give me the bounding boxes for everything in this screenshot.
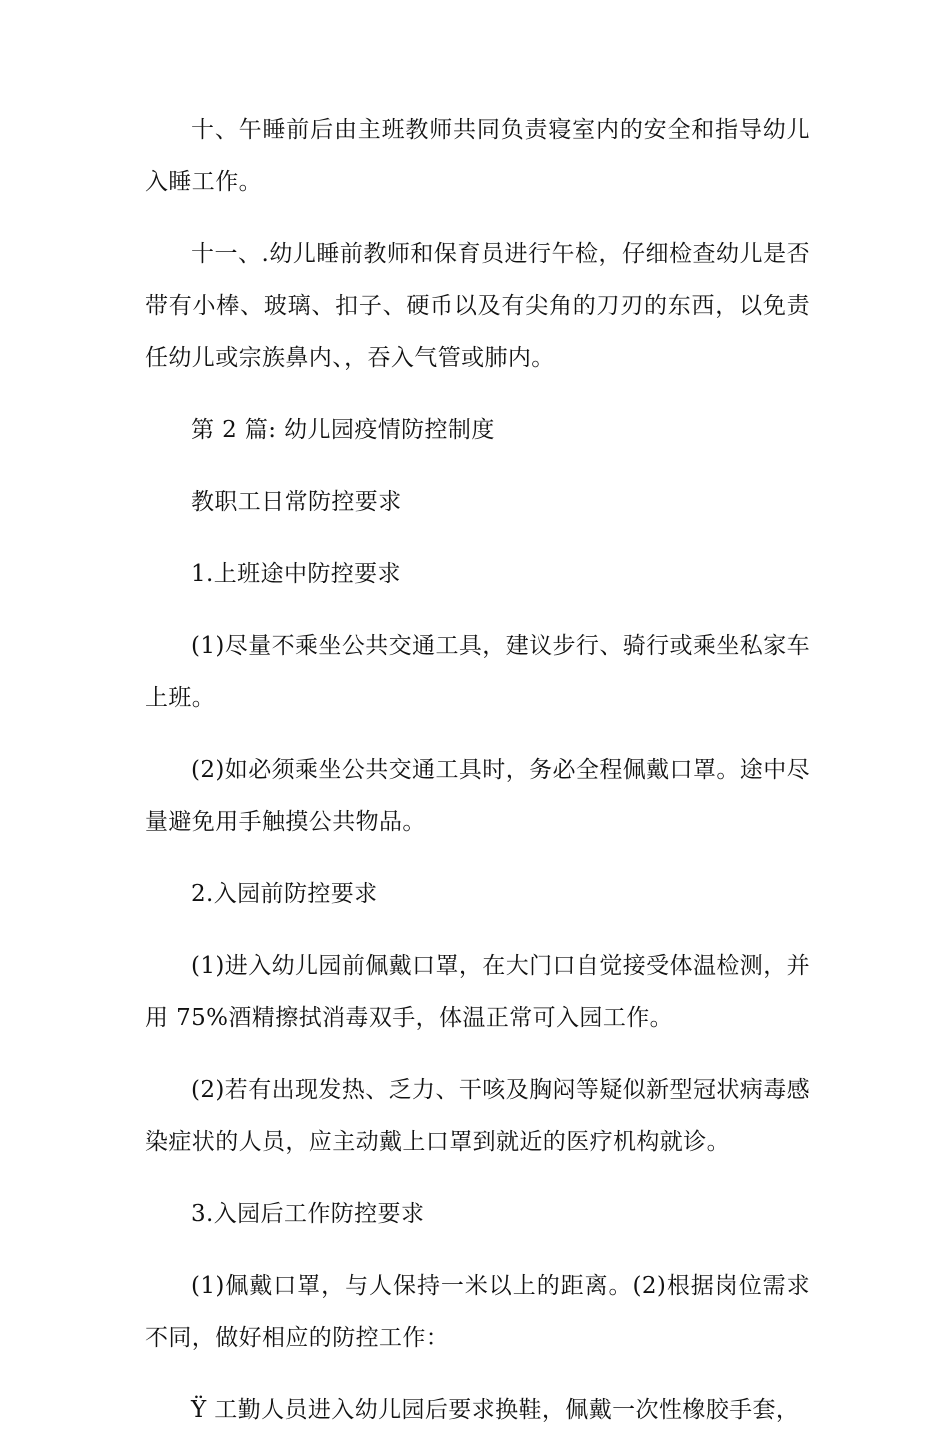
paragraph-onsite-1: (1)佩戴口罩，与人保持一米以上的距离。(2)根据岗位需求不同，做好相应的防控工作： — [145, 1273, 810, 1351]
heading-commute-requirements: 1.上班途中防控要求 — [191, 561, 401, 587]
paragraph-entry-2: (2)若有出现发热、乏力、干咳及胸闷等疑似新型冠状病毒感染症状的人员，应主动戴上口罩到就近的医疗机构就诊。 — [145, 1077, 810, 1155]
paragraph-entry-1: (1)进入幼儿园前佩戴口罩，在大门口自觉接受体温检测，并用 75%酒精擦拭消毒双手，体温正常可入园工作。 — [145, 953, 810, 1031]
paragraph-nap-safety: 十、午睡前后由主班教师共同负责寝室内的安全和指导幼儿入睡工作。 — [145, 117, 810, 195]
section-title-chapter-2: 第 2 篇: 幼儿园疫情防控制度 — [191, 417, 495, 443]
document-page — [145, 104, 810, 1456]
paragraph-pre-nap-check: 十一、.幼儿睡前教师和保育员进行午检，仔细检查幼儿是否带有小棒、玻璃、扣子、硬币以及有尖角的刀刃的东西，以免责任幼儿或宗族鼻内、，吞入气管或肺内。 — [145, 241, 810, 371]
paragraph-commute-1: (1)尽量不乘坐公共交通工具，建议步行、骑行或乘坐私家车上班。 — [145, 633, 810, 711]
heading-entry-requirements: 2.入园前防控要求 — [191, 881, 378, 907]
subsection-title-staff-requirements: 教职工日常防控要求 — [191, 489, 402, 515]
heading-onsite-requirements: 3.入园后工作防控要求 — [191, 1201, 425, 1227]
paragraph-onsite-2: Ÿ 工勤人员进入幼儿园后要求换鞋，佩戴一次性橡胶手套， — [191, 1397, 800, 1423]
paragraph-commute-2: (2)如必须乘坐公共交通工具时，务必全程佩戴口罩。途中尽量避免用手触摸公共物品。 — [145, 757, 810, 835]
